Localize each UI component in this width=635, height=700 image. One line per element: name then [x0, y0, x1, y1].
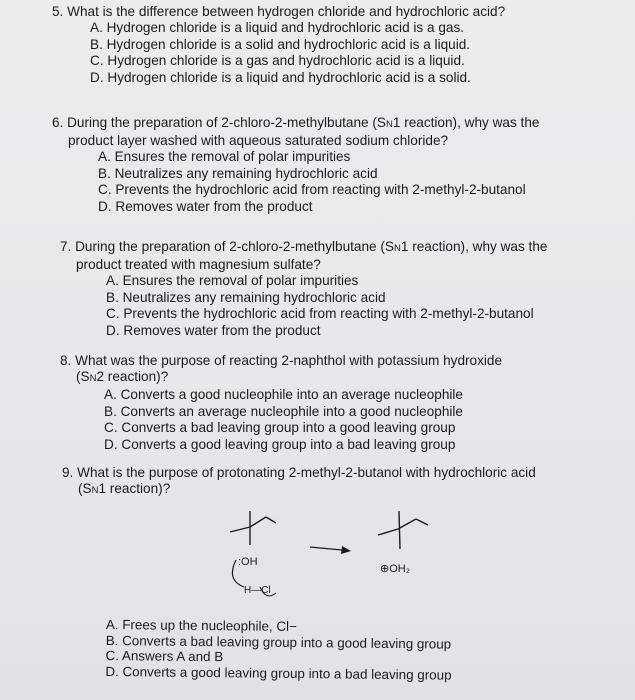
option-b[interactable]: B. Converts a bad leaving group into a good leaving group [105, 632, 452, 652]
stem-text-end: 1 reaction), why was the [400, 239, 548, 254]
option-d[interactable]: D. Removes water from the product [98, 198, 313, 214]
question-9-stem-line1: 9. What is the purpose of protonating 2-methyl-2-butanol with hydrochloric acid [62, 465, 536, 480]
question-5 [52, 4, 505, 86]
question-8-stem-line2 [60, 369, 502, 387]
option-a[interactable]: A. Hydrogen chloride is a liquid and hydrochloric acid is a gas. [90, 20, 465, 35]
question-9 [62, 465, 536, 499]
question-7-stem-line2: product treated with magnesium sulfate? [76, 257, 321, 272]
option-c[interactable]: C. Answers A and B [105, 647, 224, 665]
option-a[interactable]: A. Converts a good nucleophile into an average nucleophile [104, 387, 463, 402]
option-d[interactable]: D. Converts a good leaving group into a bad leaving group [104, 436, 456, 452]
stem-text: (S [78, 481, 92, 496]
question-9-options [105, 617, 452, 683]
option-a[interactable]: A. Frees up the nucleophile, Cl− [105, 617, 297, 634]
protonation-scheme [220, 505, 460, 610]
question-6 [52, 115, 539, 215]
question-8 [60, 353, 502, 453]
option-c[interactable]: C. Converts a bad leaving group into a good leaving group [104, 420, 456, 435]
question-6-stem-line1 [52, 115, 539, 133]
product-oxonium-label: ⊕OH₂ [380, 563, 410, 575]
subscript: N [89, 373, 97, 384]
reaction-arrow-icon [310, 546, 351, 554]
option-a[interactable]: A. Ensures the removal of polar impurities [106, 273, 359, 288]
stem-text-end: 1 reaction)? [98, 481, 171, 496]
subscript: N [385, 119, 393, 130]
reagent-label: H—Cl [244, 585, 271, 596]
question-6-stem-line2: product layer washed with aqueous saturated sodium chloride? [68, 133, 449, 148]
option-c[interactable]: C. Prevents the hydrochloric acid from reacting with 2-methyl-2-butanol [106, 306, 534, 321]
stem-text-end: 1 reaction), why was the [392, 115, 540, 130]
option-d[interactable]: D. Removes water from the product [106, 322, 321, 338]
stem-text: 6. During the preparation of 2-chloro-2-methylbutane (S [52, 115, 386, 130]
stem-text: 7. During the preparation of 2-chloro-2-methylbutane (S [60, 239, 394, 254]
reactant-structure [230, 511, 276, 545]
question-8-stem-line1: 8. What was the purpose of reacting 2-naphthol with potassium hydroxide [60, 353, 503, 368]
option-c[interactable]: C. Prevents the hydrochloric acid from reacting with 2-methyl-2-butanol [98, 182, 526, 197]
option-b[interactable]: B. Neutralizes any remaining hydrochloric acid [106, 289, 386, 305]
question-5-options [52, 20, 505, 86]
question-9-stem-line2 [62, 481, 536, 499]
reactant-hydroxyl-label: :OH [238, 556, 258, 568]
option-b[interactable]: B. Hydrogen chloride is a solid and hydrochloric acid is a liquid. [90, 36, 471, 52]
subscript: N [91, 485, 99, 496]
question-8-options [60, 387, 502, 453]
option-b[interactable]: B. Neutralizes any remaining hydrochloric acid [98, 165, 378, 181]
option-c[interactable]: C. Hydrogen chloride is a gas and hydrochloric acid is a liquid. [90, 53, 465, 68]
stem-text: (S [76, 369, 90, 384]
question-7 [60, 239, 547, 339]
question-6-options [52, 149, 539, 215]
stem-text-end: 2 reaction)? [96, 369, 169, 384]
option-d[interactable]: D. Converts a good leaving group into a bad leaving group [105, 663, 452, 683]
question-7-options [60, 273, 547, 339]
option-d[interactable]: D. Hydrogen chloride is a liquid and hydrochloric acid is a solid. [90, 69, 471, 85]
option-b[interactable]: B. Converts an average nucleophile into a good nucleophile [104, 403, 463, 419]
question-7-stem-line1 [60, 239, 547, 257]
option-a[interactable]: A. Ensures the removal of polar impurities [98, 149, 351, 164]
subscript: N [393, 243, 401, 254]
product-structure [378, 511, 428, 549]
question-5-stem: 5. What is the difference between hydrogen chloride and hydrochloric acid? [52, 4, 506, 19]
